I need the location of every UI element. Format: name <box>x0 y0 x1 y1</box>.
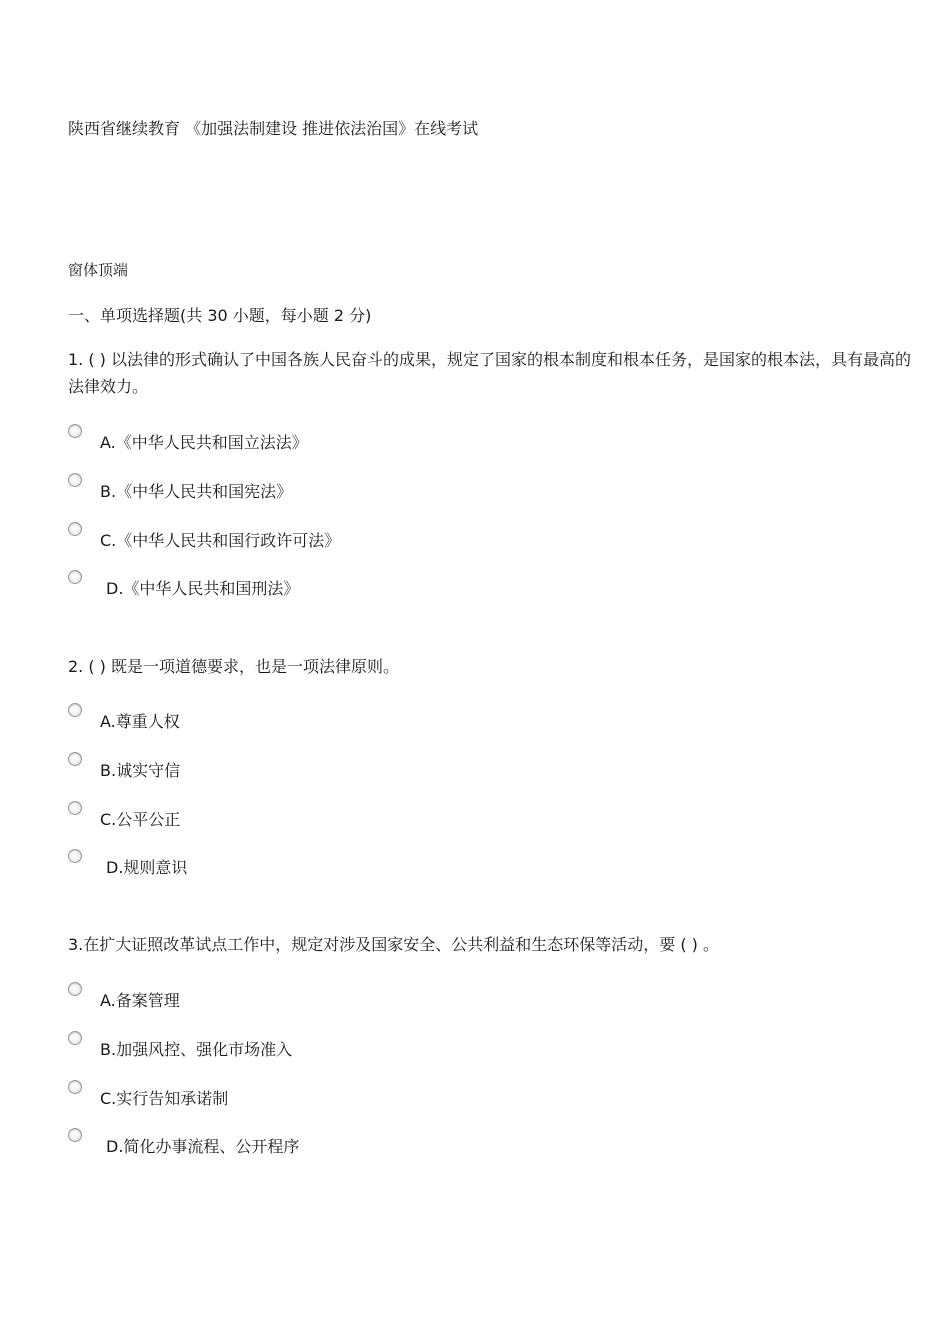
radio-button[interactable] <box>68 570 82 584</box>
option-label: D.规则意识 <box>106 858 188 877</box>
option-label: B.《中华人民共和国宪法》 <box>100 482 293 501</box>
radio-button[interactable] <box>68 801 82 815</box>
section-heading: 一、单项选择题(共 30 小题，每小题 2 分) <box>68 306 372 325</box>
option-label: A.尊重人权 <box>100 712 180 731</box>
question-2-text: 2. ( ) 既是一项道德要求，也是一项法律原则。 <box>68 657 400 676</box>
radio-button[interactable] <box>68 473 82 487</box>
page-title: 陕西省继续教育 《加强法制建设 推进依法治国》在线考试 <box>68 119 479 138</box>
option-label: D.《中华人民共和国刑法》 <box>106 579 300 598</box>
question-1-text: 1. ( ) 以法律的形式确认了中国各族人民奋斗的成果，规定了国家的根本制度和根本任务，是国家的根本法，具有最高的法律效力。 <box>68 350 912 396</box>
radio-button[interactable] <box>68 1128 82 1142</box>
option-label: C.《中华人民共和国行政许可法》 <box>100 531 341 550</box>
option-label: C.实行告知承诺制 <box>100 1089 229 1108</box>
option-label: C.公平公正 <box>100 810 181 829</box>
radio-button[interactable] <box>68 752 82 766</box>
option-label: B.加强风控、强化市场准入 <box>100 1040 293 1059</box>
question-3-text: 3.在扩大证照改革试点工作中，规定对涉及国家安全、公共利益和生态环保等活动，要 ( ) 。 <box>68 935 720 954</box>
option-label: A.备案管理 <box>100 991 180 1010</box>
radio-button[interactable] <box>68 522 82 536</box>
form-top-label: 窗体顶端 <box>68 261 129 279</box>
radio-button[interactable] <box>68 424 82 438</box>
option-label: B.诚实守信 <box>100 761 181 780</box>
radio-button[interactable] <box>68 849 82 863</box>
option-label: A.《中华人民共和国立法法》 <box>100 433 308 452</box>
radio-button[interactable] <box>68 1080 82 1094</box>
radio-button[interactable] <box>68 1031 82 1045</box>
radio-button[interactable] <box>68 703 82 717</box>
radio-button[interactable] <box>68 982 82 996</box>
option-label: D.简化办事流程、公开程序 <box>106 1137 300 1156</box>
